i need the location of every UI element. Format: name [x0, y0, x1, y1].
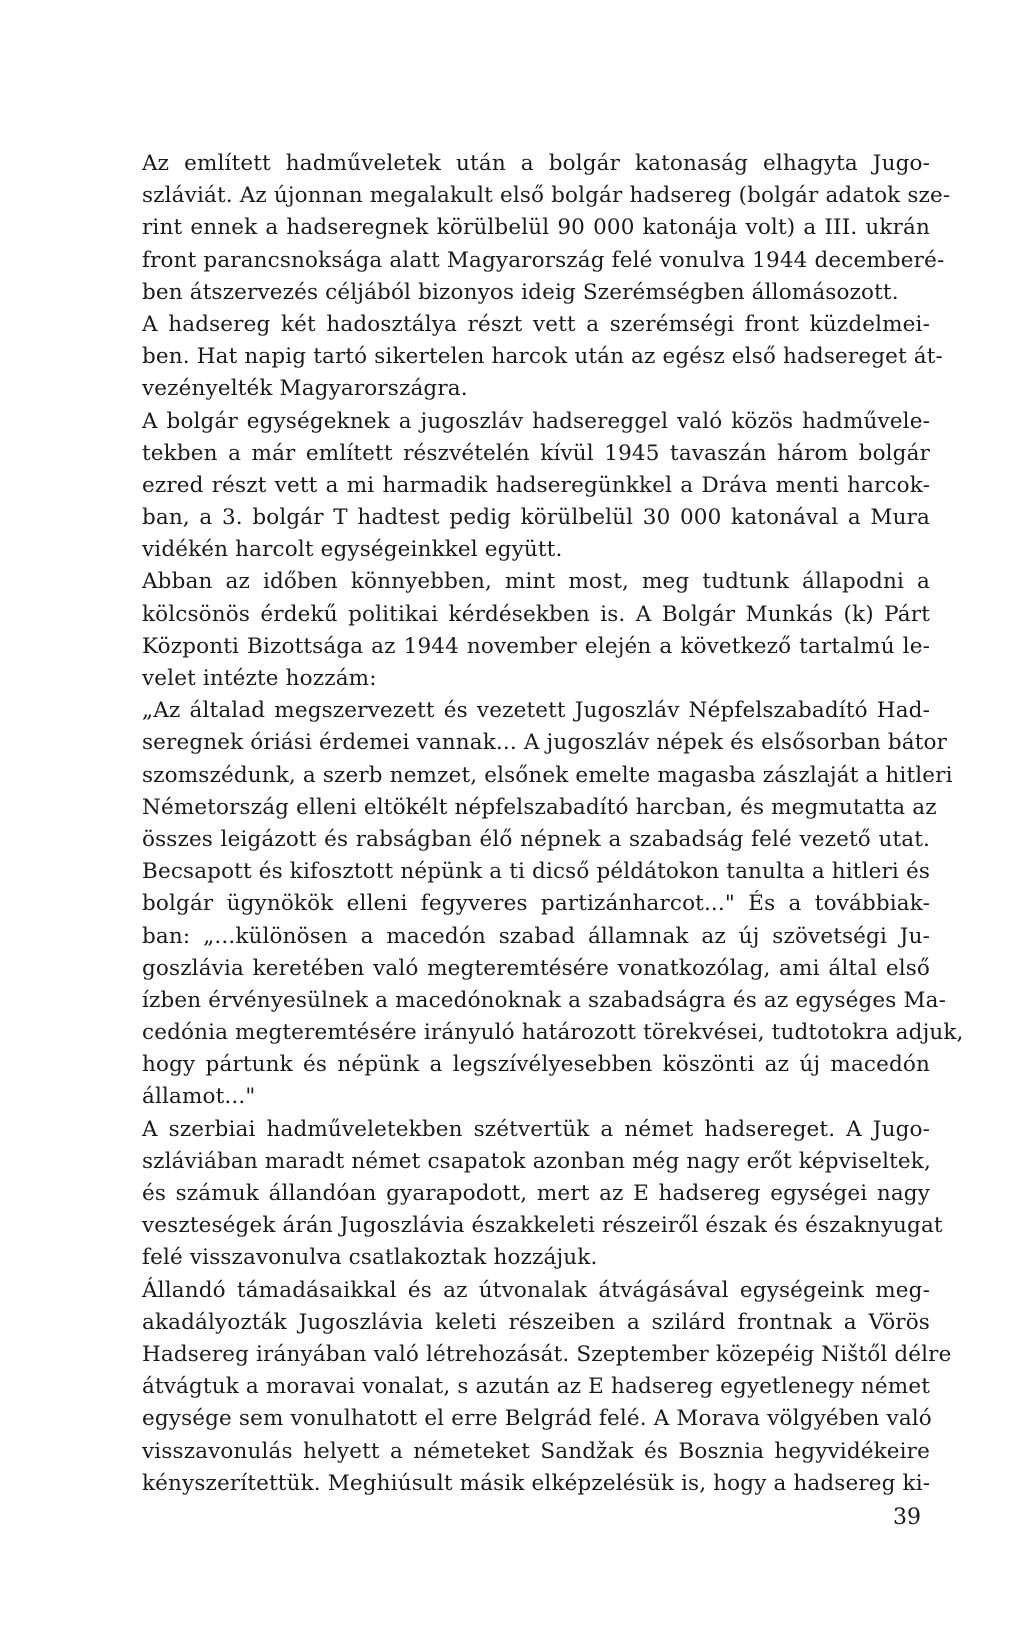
text-line: kényszerítettük. Meghiúsult másik elképzelésük is, hogy a hadsereg ki- [142, 1470, 931, 1496]
text-line: ben átszervezés céljából bizonyos ideig Szerémségben állomásozott. [142, 279, 899, 305]
paragraph [142, 1275, 952, 1500]
text-line: A hadsereg két hadosztálya részt vett a szerémségi front küzdelmei- [142, 311, 930, 337]
paragraph [142, 566, 930, 695]
text-line: Németország elleni eltökélt népfelszabadító harcban, és megmutatta az [142, 794, 937, 820]
text-line: ezred részt vett a mi harmadik hadseregünkkel a Dráva menti harcok- [142, 472, 930, 498]
text-line: vidékén harcolt egységeinkkel együtt. [142, 537, 563, 563]
paragraph [142, 148, 951, 309]
text-line: rint ennek a hadseregnek körülbelül 90 000 katonája volt) a III. ukrán [142, 215, 930, 241]
text-line: ízben érvényesülnek a macedónoknak a szabadságra és az egységes Ma- [142, 987, 947, 1013]
text-line: ban, a 3. bolgár T hadtest pedig körülbelül 30 000 katonával a Mura [142, 505, 930, 531]
text-line: tekben a már említett részvételén kívül 1945 tavaszán három bolgár [142, 440, 930, 466]
text-line: akadályozták Jugoszlávia keleti részeiben a szilárd frontnak a Vörös [142, 1309, 930, 1335]
text-line: Abban az időben könnyebben, mint most, meg tudtunk állapodni a [142, 569, 930, 595]
body-text [142, 148, 964, 1500]
paragraph [142, 695, 964, 1113]
text-line: goszlávia keretében való megteremtésére vonatkozólag, ami által első [142, 955, 930, 981]
text-line: átvágtuk a moravai vonalat, s azután az E hadsereg egyetlenegy német [142, 1374, 930, 1400]
text-line: államot..." [142, 1084, 256, 1110]
text-line: A bolgár egységeknek a jugoszláv hadsereggel való közös hadművele- [142, 408, 930, 434]
text-line: front parancsnoksága alatt Magyarország felé vonulva 1944 decemberé- [142, 247, 945, 273]
text-line: Állandó támadásaikkal és az útvonalak átvágásával egységeink meg- [142, 1277, 930, 1303]
text-line: szláviában maradt német csapatok azonban még nagy erőt képviseltek, [142, 1148, 931, 1174]
text-line: ben. Hat napig tartó sikertelen harcok után az egész első hadsereget át- [142, 344, 943, 370]
paragraph [142, 1114, 943, 1275]
text-line: Hadsereg irányában való létrehozását. Szeptember közepéig Ništől délre [142, 1341, 952, 1367]
text-line: visszavonulás helyett a németeket Sandžak és Bosznia hegyvidékeire [142, 1438, 930, 1464]
text-line: felé visszavonulva csatlakoztak hozzájuk. [142, 1245, 598, 1271]
text-line: bolgár ügynökök elleni fegyveres partizánharcot..." És a továbbiak- [142, 891, 930, 917]
text-line: szomszédunk, a szerb nemzet, elsőnek emelte magasba zászlaját a hitleri [142, 762, 953, 788]
text-line: seregnek óriási érdemei vannak... A jugoszláv népek és elsősorban bátor [142, 730, 948, 756]
text-line: szláviát. Az újonnan megalakult első bolgár hadsereg (bolgár adatok sze- [142, 183, 951, 209]
text-line: veszteségek árán Jugoszlávia északkeleti részeiről észak és északnyugat [142, 1213, 943, 1239]
text-line: egysége sem vonulhatott el erre Belgrád felé. A Morava völgyében való [142, 1406, 932, 1432]
text-line: vezényelték Magyarországra. [142, 376, 468, 402]
page-number: 39 [893, 1505, 921, 1530]
text-line: Becsapott és kifosztott népünk a ti dicső példátokon tanulta a hitleri és [142, 859, 930, 885]
text-line: hogy pártunk és népünk a legszívélyesebben köszönti az új macedón [142, 1052, 930, 1078]
paragraph [142, 406, 930, 567]
text-line: „Az általad megszervezett és vezetett Jugoszláv Népfelszabadító Had- [142, 698, 930, 724]
text-line: A szerbiai hadműveletekben szétvertük a német hadsereget. A Jugo- [142, 1116, 930, 1142]
paragraph [142, 309, 943, 406]
text-line: és számuk állandóan gyarapodott, mert az E hadsereg egységei nagy [142, 1181, 930, 1206]
text-line: cedónia megteremtésére irányuló határozott törekvései, tudtotokra adjuk, [142, 1020, 964, 1046]
text-line: Központi Bizottsága az 1944 november elején a következő tartalmú le- [142, 633, 930, 659]
text-line: velet intézte hozzám: [142, 666, 377, 691]
text-line: ban: „...különösen a macedón szabad államnak az új szövetségi Ju- [142, 923, 930, 949]
text-line: kölcsönös érdekű politikai kérdésekben is. A Bolgár Munkás (k) Párt [142, 601, 930, 627]
text-line: Az említett hadműveletek után a bolgár katonaság elhagyta Jugo- [142, 151, 930, 176]
text-line: összes leigázott és rabságban élő népnek a szabadság felé vezető utat. [142, 826, 930, 852]
